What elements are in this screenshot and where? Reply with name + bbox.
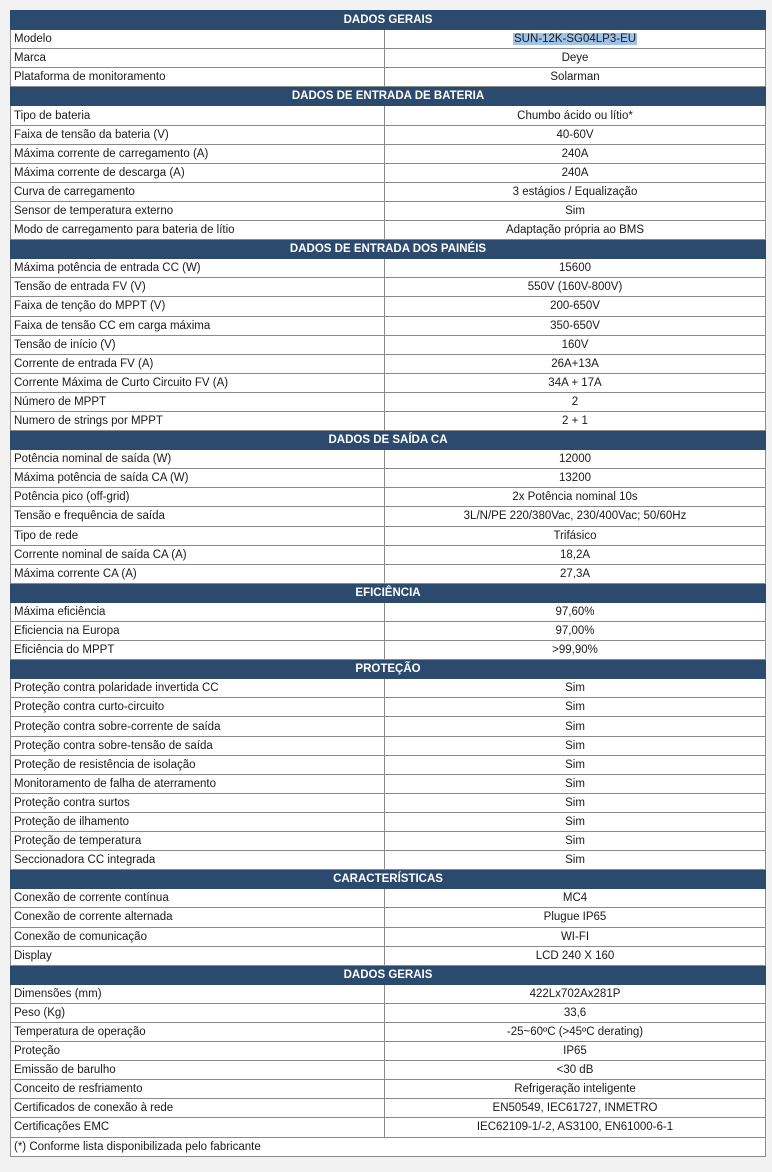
spec-value-cell: 2x Potência nominal 10s — [385, 488, 766, 507]
spec-row — [11, 221, 766, 240]
spec-label: Conexão de corrente contínua — [11, 889, 385, 908]
spec-row — [11, 851, 766, 870]
spec-label: Potência pico (off-grid) — [11, 488, 385, 507]
spec-label: Máxima eficiência — [11, 602, 385, 621]
spec-value-cell: Refrigeração inteligente — [385, 1080, 766, 1099]
spec-label: Proteção contra polaridade invertida CC — [11, 679, 385, 698]
section-title: PROTEÇÃO — [11, 660, 766, 679]
spec-value-cell: Sim — [385, 832, 766, 851]
spec-value-cell: Sim — [385, 698, 766, 717]
spec-row — [11, 201, 766, 220]
spec-row — [11, 774, 766, 793]
spec-row — [11, 106, 766, 125]
spec-label: Conexão de corrente alternada — [11, 908, 385, 927]
spec-row — [11, 698, 766, 717]
spec-row — [11, 984, 766, 1003]
spec-label: Tipo de bateria — [11, 106, 385, 125]
spec-row — [11, 125, 766, 144]
spec-value-cell: 240A — [385, 144, 766, 163]
spec-row — [11, 832, 766, 851]
spec-label: Eficiência do MPPT — [11, 641, 385, 660]
spec-value-cell: Sim — [385, 717, 766, 736]
spec-label: Conexão de comunicação — [11, 927, 385, 946]
spec-value-cell: WI-FI — [385, 927, 766, 946]
spec-row — [11, 354, 766, 373]
footnote-row — [11, 1137, 766, 1156]
spec-value-cell: 160V — [385, 335, 766, 354]
spec-row — [11, 1003, 766, 1022]
spec-row — [11, 488, 766, 507]
section-header — [11, 240, 766, 259]
spec-value-cell: 34A + 17A — [385, 373, 766, 392]
spec-value-cell: 18,2A — [385, 545, 766, 564]
spec-value-cell: 97,60% — [385, 602, 766, 621]
spec-label: Proteção de temperatura — [11, 832, 385, 851]
spec-label: Proteção — [11, 1042, 385, 1061]
spec-label: Tensão de entrada FV (V) — [11, 278, 385, 297]
spec-row — [11, 793, 766, 812]
spec-label: Sensor de temperatura externo — [11, 201, 385, 220]
section-title: DADOS DE SAÍDA CA — [11, 431, 766, 450]
spec-row — [11, 1080, 766, 1099]
spec-row — [11, 182, 766, 201]
spec-row — [11, 1022, 766, 1041]
spec-label: Conceito de resfriamento — [11, 1080, 385, 1099]
spec-label: Proteção contra surtos — [11, 793, 385, 812]
spec-row — [11, 316, 766, 335]
spec-value-cell: Plugue IP65 — [385, 908, 766, 927]
spec-row — [11, 1061, 766, 1080]
spec-value-cell: Sim — [385, 793, 766, 812]
spec-row — [11, 335, 766, 354]
spec-value-cell: 3L/N/PE 220/380Vac, 230/400Vac; 50/60Hz — [385, 507, 766, 526]
spec-row — [11, 755, 766, 774]
spec-value-cell: 2 + 1 — [385, 411, 766, 430]
spec-row — [11, 946, 766, 965]
spec-row — [11, 679, 766, 698]
spec-value-cell: Trifásico — [385, 526, 766, 545]
spec-row — [11, 622, 766, 641]
spec-row — [11, 908, 766, 927]
spec-value: SUN-12K-SG04LP3-EU — [513, 33, 637, 46]
spec-table-body — [11, 11, 766, 1157]
spec-row — [11, 278, 766, 297]
spec-row — [11, 1118, 766, 1137]
spec-value-cell: Sim — [385, 201, 766, 220]
spec-value-cell: 2 — [385, 392, 766, 411]
spec-value-cell: IP65 — [385, 1042, 766, 1061]
spec-label: Certificados de conexão à rede — [11, 1099, 385, 1118]
spec-row — [11, 812, 766, 831]
spec-value-cell: MC4 — [385, 889, 766, 908]
spec-row — [11, 450, 766, 469]
section-header — [11, 660, 766, 679]
spec-value-cell: Sim — [385, 736, 766, 755]
spec-value-cell: Solarman — [385, 68, 766, 87]
spec-value-cell — [385, 30, 766, 49]
spec-label: Máxima corrente de carregamento (A) — [11, 144, 385, 163]
spec-label: Faixa de tenção do MPPT (V) — [11, 297, 385, 316]
spec-sheet — [10, 10, 765, 1157]
spec-value-cell: 13200 — [385, 469, 766, 488]
spec-value-cell: Sim — [385, 774, 766, 793]
spec-row — [11, 144, 766, 163]
section-header — [11, 583, 766, 602]
spec-value-cell: 12000 — [385, 450, 766, 469]
spec-label: Máxima corrente CA (A) — [11, 564, 385, 583]
spec-row — [11, 602, 766, 621]
spec-label: Potência nominal de saída (W) — [11, 450, 385, 469]
spec-label: Modelo — [11, 30, 385, 49]
spec-value-cell: Sim — [385, 812, 766, 831]
spec-label: Seccionadora CC integrada — [11, 851, 385, 870]
spec-label: Temperatura de operação — [11, 1022, 385, 1041]
spec-row — [11, 297, 766, 316]
spec-value-cell: 40-60V — [385, 125, 766, 144]
spec-label: Dimensões (mm) — [11, 984, 385, 1003]
section-title: DADOS GERAIS — [11, 965, 766, 984]
spec-label: Corrente Máxima de Curto Circuito FV (A) — [11, 373, 385, 392]
spec-label: Tensão e frequência de saída — [11, 507, 385, 526]
spec-label: Plataforma de monitoramento — [11, 68, 385, 87]
spec-label: Display — [11, 946, 385, 965]
spec-value-cell: 33,6 — [385, 1003, 766, 1022]
spec-row — [11, 736, 766, 755]
spec-value-cell: 27,3A — [385, 564, 766, 583]
spec-label: Proteção contra curto-circuito — [11, 698, 385, 717]
spec-value-cell: Sim — [385, 851, 766, 870]
section-title: DADOS GERAIS — [11, 11, 766, 30]
spec-label: Proteção de ilhamento — [11, 812, 385, 831]
section-header — [11, 11, 766, 30]
spec-value-cell: LCD 240 X 160 — [385, 946, 766, 965]
spec-value-cell: IEC62109-1/-2, AS3100, EN61000-6-1 — [385, 1118, 766, 1137]
spec-label: Numero de strings por MPPT — [11, 411, 385, 430]
section-header — [11, 431, 766, 450]
spec-value-cell: >99,90% — [385, 641, 766, 660]
spec-label: Emissão de barulho — [11, 1061, 385, 1080]
footnote: (*) Conforme lista disponibilizada pelo fabricante — [11, 1137, 766, 1156]
spec-row — [11, 526, 766, 545]
spec-value-cell: 200-650V — [385, 297, 766, 316]
spec-label: Modo de carregamento para bateria de lítio — [11, 221, 385, 240]
spec-value-cell: 3 estágios / Equalização — [385, 182, 766, 201]
spec-row — [11, 545, 766, 564]
spec-value-cell: Sim — [385, 755, 766, 774]
spec-value-cell: -25~60ºC (>45ºC derating) — [385, 1022, 766, 1041]
spec-label: Número de MPPT — [11, 392, 385, 411]
spec-value-cell: Sim — [385, 679, 766, 698]
spec-row — [11, 507, 766, 526]
spec-label: Curva de carregamento — [11, 182, 385, 201]
spec-row — [11, 411, 766, 430]
spec-value-cell: Chumbo ácido ou lítio* — [385, 106, 766, 125]
spec-label: Corrente nominal de saída CA (A) — [11, 545, 385, 564]
spec-row — [11, 927, 766, 946]
spec-row — [11, 564, 766, 583]
spec-label: Tipo de rede — [11, 526, 385, 545]
spec-value-cell: Deye — [385, 49, 766, 68]
spec-row — [11, 469, 766, 488]
spec-label: Certificações EMC — [11, 1118, 385, 1137]
spec-value-cell: 26A+13A — [385, 354, 766, 373]
spec-row — [11, 641, 766, 660]
spec-label: Máxima corrente de descarga (A) — [11, 163, 385, 182]
spec-table — [10, 10, 766, 1157]
spec-value-cell: <30 dB — [385, 1061, 766, 1080]
section-header — [11, 965, 766, 984]
spec-value-cell: 97,00% — [385, 622, 766, 641]
spec-value-cell: 240A — [385, 163, 766, 182]
spec-value-cell: 350-650V — [385, 316, 766, 335]
spec-row — [11, 30, 766, 49]
spec-value-cell: EN50549, IEC61727, INMETRO — [385, 1099, 766, 1118]
spec-value-cell: 550V (160V-800V) — [385, 278, 766, 297]
spec-label: Faixa de tensão CC em carga máxima — [11, 316, 385, 335]
section-title: EFICIÊNCIA — [11, 583, 766, 602]
spec-row — [11, 49, 766, 68]
spec-row — [11, 717, 766, 736]
spec-row — [11, 373, 766, 392]
spec-row — [11, 889, 766, 908]
spec-value-cell: 422Lx702Ax281P — [385, 984, 766, 1003]
section-title: DADOS DE ENTRADA DOS PAINÉIS — [11, 240, 766, 259]
section-title: CARACTERÍSTICAS — [11, 870, 766, 889]
spec-row — [11, 1042, 766, 1061]
spec-row — [11, 1099, 766, 1118]
spec-label: Máxima potência de saída CA (W) — [11, 469, 385, 488]
section-header — [11, 870, 766, 889]
spec-row — [11, 68, 766, 87]
spec-label: Monitoramento de falha de aterramento — [11, 774, 385, 793]
spec-label: Proteção de resistência de isolação — [11, 755, 385, 774]
spec-label: Máxima potência de entrada CC (W) — [11, 259, 385, 278]
spec-value-cell: Adaptação própria ao BMS — [385, 221, 766, 240]
spec-row — [11, 259, 766, 278]
spec-row — [11, 163, 766, 182]
section-header — [11, 87, 766, 106]
spec-label: Proteção contra sobre-corrente de saída — [11, 717, 385, 736]
spec-label: Faixa de tensão da bateria (V) — [11, 125, 385, 144]
section-title: DADOS DE ENTRADA DE BATERIA — [11, 87, 766, 106]
spec-label: Peso (Kg) — [11, 1003, 385, 1022]
spec-label: Tensão de início (V) — [11, 335, 385, 354]
spec-label: Eficiencia na Europa — [11, 622, 385, 641]
spec-label: Proteção contra sobre-tensão de saída — [11, 736, 385, 755]
spec-row — [11, 392, 766, 411]
spec-label: Corrente de entrada FV (A) — [11, 354, 385, 373]
spec-value-cell: 15600 — [385, 259, 766, 278]
spec-label: Marca — [11, 49, 385, 68]
